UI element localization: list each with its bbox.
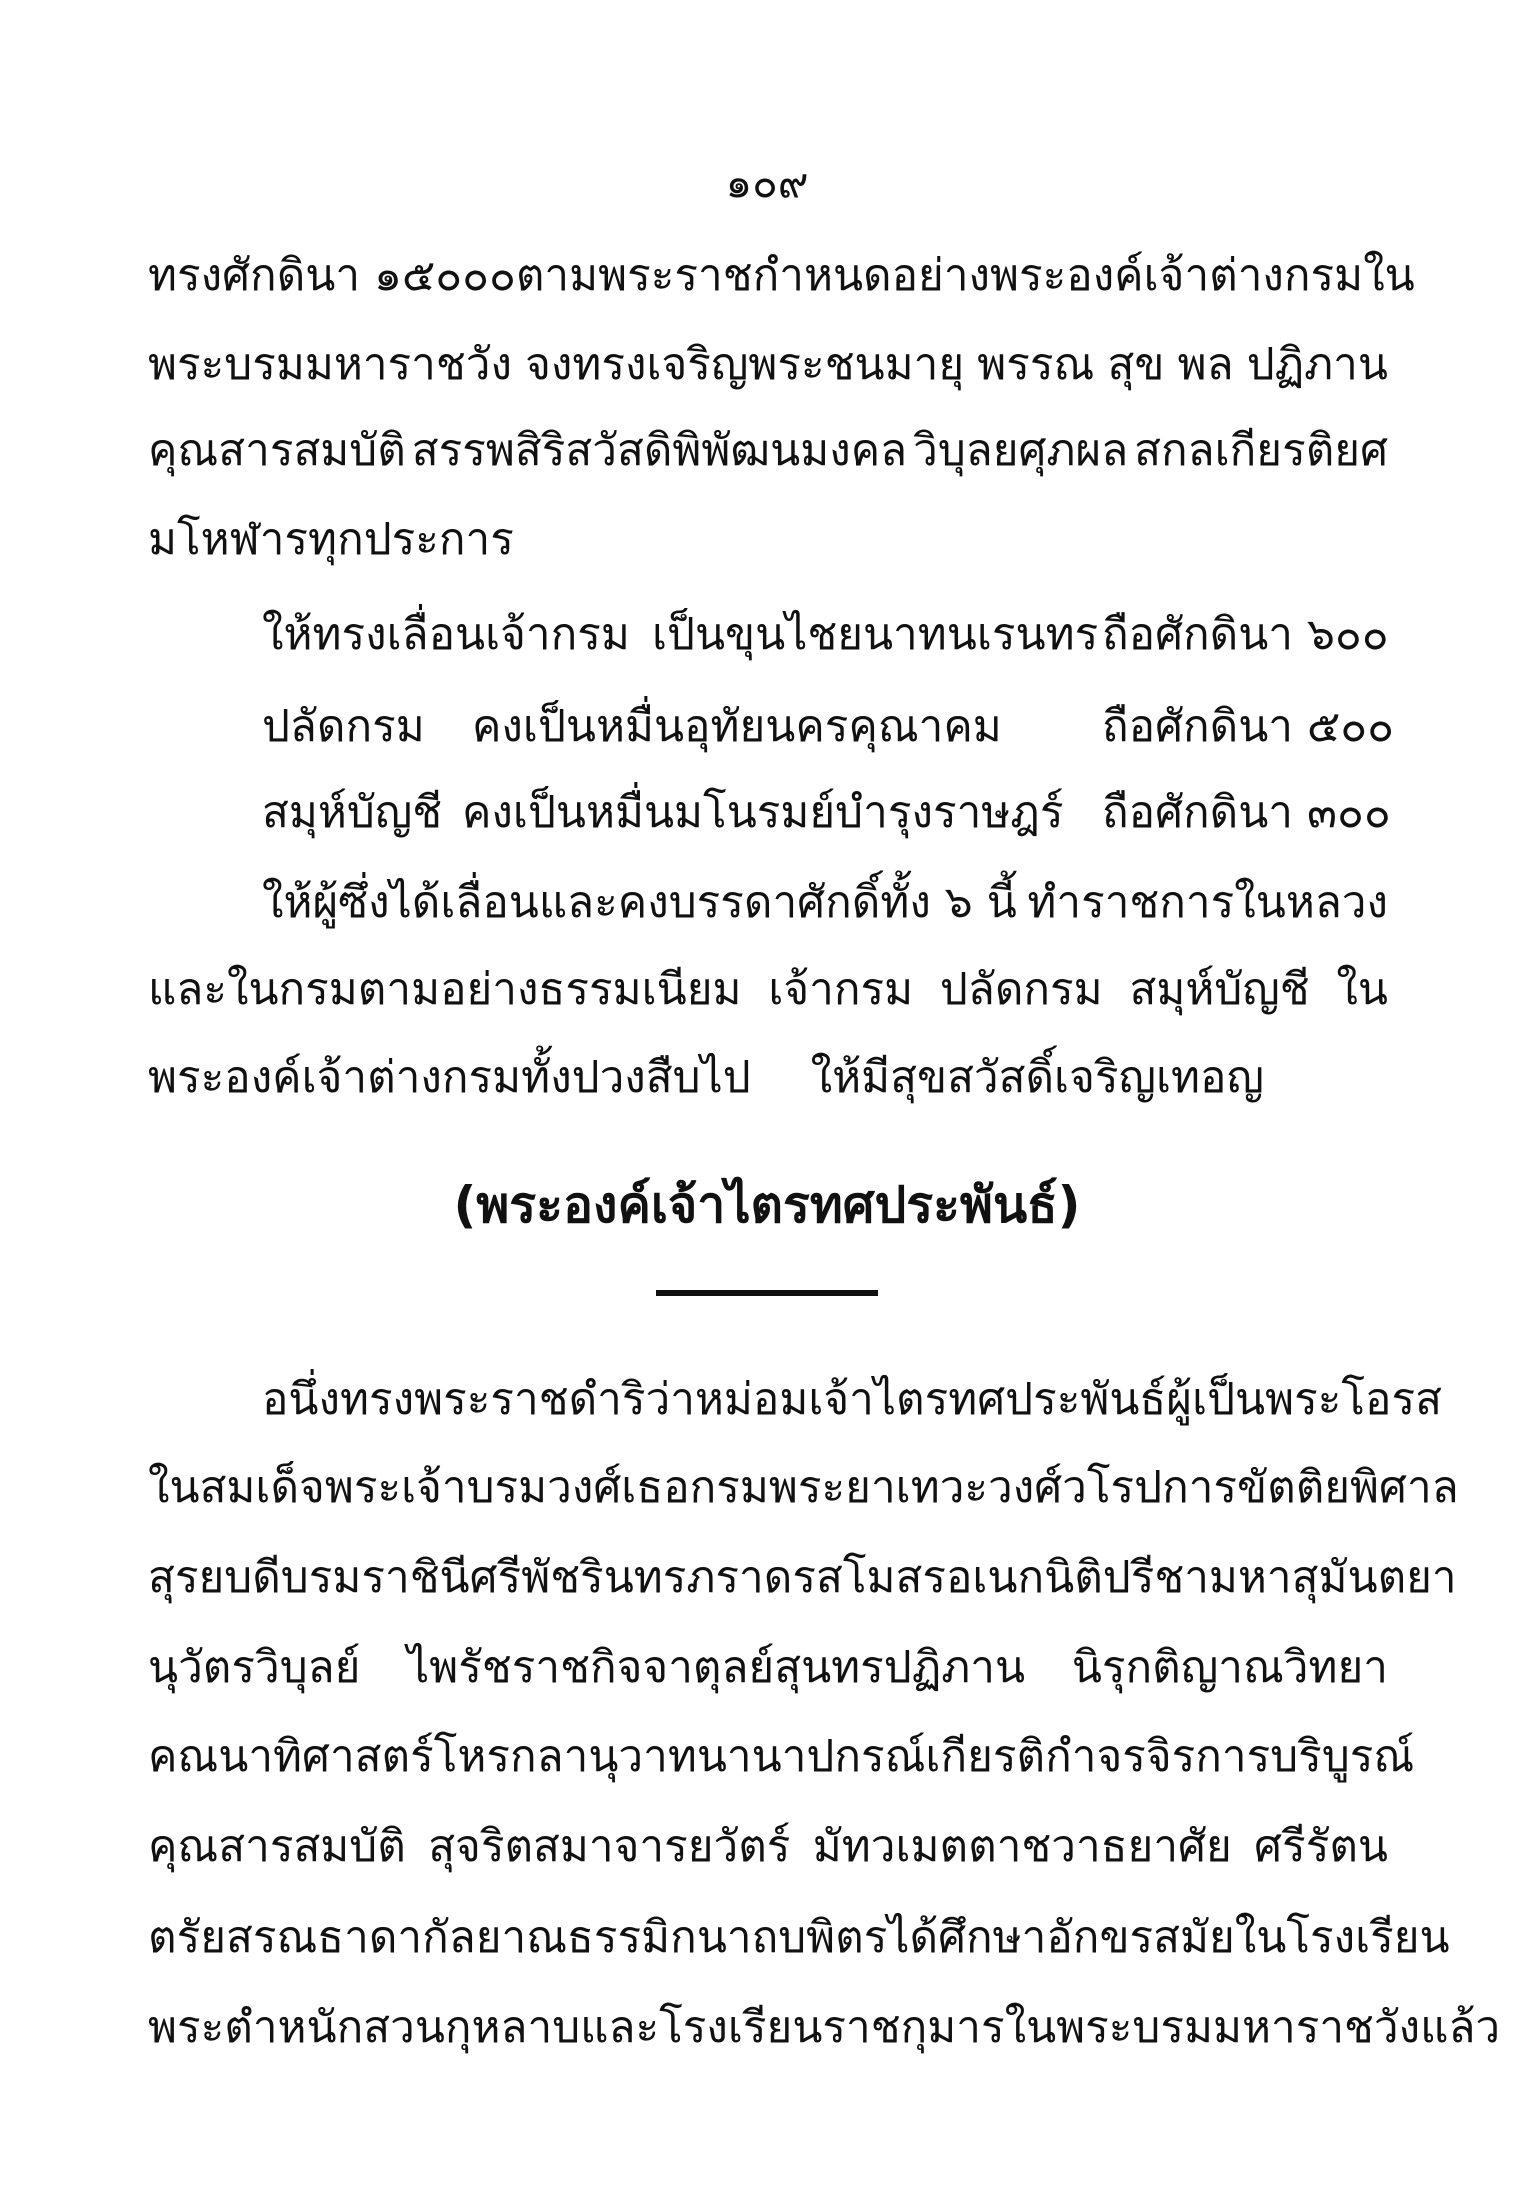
text-line [148,1548,1457,1608]
text-segment: เกียรติกำจรจิรการ [925,1731,1271,1782]
appointment-rank: ถือศักดินา ๓๐๐ [1102,787,1391,838]
text-segment: กรมพระยาเทวะวงศ์วโรปการ [689,1462,1238,1513]
text-segment: สกลเกียรติยศ [1134,425,1388,476]
text-segment: พรรณ [977,339,1095,390]
text-segment: นุวัตรวิบุลย์ [148,1642,361,1693]
appointment-position: สมุห์บัญชี [262,787,443,838]
text-segment: บรมราชินีศรีพัชรินทรภราดร [280,1552,816,1603]
text-segment: ปฏิภาน [1246,339,1388,390]
text-segment: คณนาทิศาสตร์ [148,1731,434,1782]
text-segment: มัทวเมตตาชวาธยาศัย [812,1821,1232,1872]
text-segment: อนึ่งทรงพระราชดำริว่า [262,1374,695,1425]
appointment-rank: ถือศักดินา ๖๐๐ [1102,609,1389,660]
text-line [148,335,1388,395]
text-segment: เจ้ากรม [768,964,914,1015]
text-segment: ให้มีสุขสวัสดิ์เจริญเทอญ [810,1052,1264,1103]
text-segment: มหาสุมันตยา [1208,1552,1457,1603]
text-segment: พล [1177,339,1234,390]
text-segment: ทำราชการในหลวง [1027,877,1388,928]
text-line [148,510,1388,570]
text-segment: หม่อมเจ้าไตรทศประพันธ์ผู้เป็นพระโอรส [694,1374,1442,1425]
text-segment: คุณสารสมบัติ [148,425,406,476]
text-line [148,1727,1415,1787]
text-line [148,1908,1450,1968]
text-segment: โหรกลานุวาทนานาปกรณ์ [433,1731,926,1782]
appointment-position: ให้ทรงเลื่อนเจ้ากรม [262,609,630,660]
text-segment: กัลยาณธรรมิกนาถบพิตร [422,1912,888,1963]
text-segment: ให้ผู้ซึ่งได้เลื่อนและคงบรรดาศักดิ์ทั้ง ๖ นี้ [262,877,1017,928]
appointment-rank: ถือศักดินา ๕๐๐ [1102,701,1394,752]
text-line [148,1817,1388,1877]
appointment-position: ปลัดกรม [262,701,425,752]
text-segment: สโมสรอเนกนิติปรีชา [815,1552,1209,1603]
page-number: ๑๐๙ [725,158,809,207]
text-segment: มโหฬารทุกประการ [148,514,514,565]
text-line [148,960,1388,1020]
appointment-title: เป็นขุนไชยนาทนเรนทร [652,609,1099,660]
text-line [262,1370,1442,1430]
text-segment: แล้ว [1420,2002,1501,2053]
text-segment: ใน [1336,964,1388,1015]
text-segment: ปลัดกรม [939,964,1103,1015]
text-segment: ตรัยสรณธาดา [148,1912,423,1963]
text-line [148,1458,1459,1518]
text-segment: ศรีรัตน [1254,1821,1388,1872]
appointment-title: คงเป็นหมื่นอุทัยนครคุณาคม [472,701,1002,752]
text-segment: บริบูรณ์ [1270,1731,1415,1782]
heading-divider [656,1290,878,1296]
text-segment: ตามพระราชกำหนดอย่างพระองค์เจ้าต่างกรมใน [515,250,1415,301]
text-segment: คุณสารสมบัติ [148,1821,406,1872]
text-segment: ได้ศึกษาอักขรสมัยในโรงเรียน [887,1912,1450,1963]
text-segment: สรรพสิริสวัสดิพิพัฒนมงคล [411,425,908,476]
text-segment: พระตำหนักสวนกุหลาบและโรงเรียนราชกุมารในพระบรมมหาราชวัง [148,2002,1421,2053]
text-line [148,1998,1501,2058]
text-segment: วิบุลยศุภผล [913,425,1129,476]
appointment-title: คงเป็นหมื่นมโนรมย์บำรุงราษฎร์ [462,787,1064,838]
text-segment: สุจริตสมาจารยวัตร์ [428,1821,791,1872]
text-line [148,421,1388,481]
text-segment: สุรยบดี [148,1552,281,1603]
text-line [262,873,1388,933]
text-segment: และในกรมตามอย่างธรรมเนียม [148,964,742,1015]
text-line [148,1048,1388,1108]
text-segment: พระองค์เจ้าต่างกรมทั้งปวงสืบไป [148,1052,751,1103]
text-segment: ไพรัชราชกิจจาตุลย์สุนทรปฏิภาน [407,1642,1026,1693]
text-line [148,246,1415,306]
text-segment: ทรงศักดินา ๑๕๐๐๐ [148,250,516,301]
text-segment: สุข [1107,339,1165,390]
text-segment: ขัตติยพิศาล [1237,1462,1459,1513]
text-segment: พระบรมมหาราชวัง [148,339,512,390]
text-segment: ในสมเด็จพระเจ้าบรมวงศ์เธอ [148,1462,690,1513]
text-segment: สมุห์บัญชี [1129,964,1310,1015]
text-line [148,1638,1388,1698]
text-segment: นิรุกติญาณวิทยา [1071,1642,1388,1693]
text-segment: จงทรงเจริญพระชนมายุ [525,339,965,390]
section-heading: (พระองค์เจ้าไตรทศประพันธ์) [453,1176,1081,1234]
